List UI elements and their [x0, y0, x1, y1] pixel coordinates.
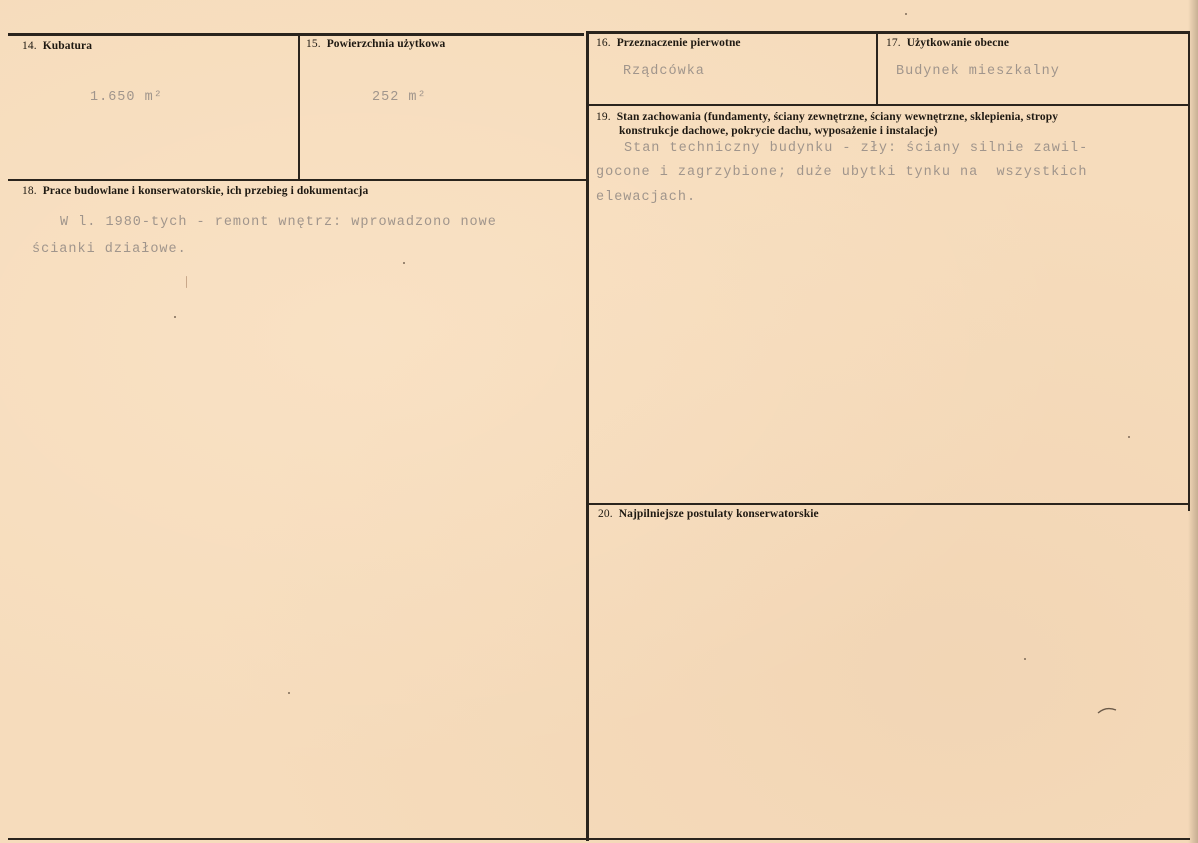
row-divider-right-top — [588, 104, 1190, 106]
field-17-number: 17. — [886, 37, 901, 49]
row-divider-left — [8, 179, 586, 181]
paper-speck — [174, 316, 176, 318]
field-19-line-1: Stan techniczny budynku - zły: ściany silnie zawil- — [624, 141, 1089, 156]
field-20-label — [598, 508, 819, 520]
top-border-left — [8, 33, 584, 36]
field-17-title: Użytkowanie obecne — [906, 37, 1010, 49]
field-20-title: Najpilniejsze postulaty konserwatorskie — [618, 508, 819, 520]
field-17-value: Budynek mieszkalny — [896, 64, 1060, 79]
field-18-line-1: W l. 1980-tych - remont wnętrz: wprowadzono nowe — [60, 215, 497, 230]
field-18-label — [22, 185, 368, 197]
paper-speck — [186, 276, 187, 288]
field-19-label-line-1 — [596, 111, 1058, 123]
field-15-title: Powierzchnia użytkowa — [326, 38, 446, 50]
field-16-number: 16. — [596, 37, 611, 49]
field-16-value: Rządcówka — [623, 64, 705, 79]
paper-speck — [905, 13, 907, 15]
bottom-border — [8, 838, 1190, 840]
field-17-label — [886, 37, 1009, 49]
field-19-line-2: gocone i zagrzybione; duże ubytki tynku na wszystkich — [596, 165, 1088, 180]
field-14-title: Kubatura — [42, 40, 93, 52]
field-18-title: Prace budowlane i konserwatorskie, ich przebieg i dokumentacja — [42, 185, 369, 197]
paper-speck — [1024, 658, 1026, 660]
field-15-value: 252 m² — [372, 90, 427, 105]
row-divider-right-mid — [588, 503, 1190, 505]
paper-speck — [403, 262, 405, 264]
field-15-number: 15. — [306, 38, 321, 50]
field-19-label-line-2: konstrukcje dachowe, pokrycie dachu, wyposażenie i instalacje) — [619, 125, 938, 137]
field-14-label — [22, 40, 92, 52]
field-20-number: 20. — [598, 508, 613, 520]
field-14-value: 1.650 m² — [90, 90, 163, 105]
field-19-line-3: elewacjach. — [596, 190, 697, 205]
page-edge-shadow — [1188, 0, 1198, 843]
paper-mark — [1096, 704, 1120, 716]
field-18-line-2: ścianki działowe. — [32, 242, 187, 257]
center-divider — [586, 33, 589, 841]
field-16-title: Przeznaczenie pierwotne — [616, 37, 741, 49]
field-19-title: Stan zachowania (fundamenty, ściany zewnętrzne, ściany wewnętrzne, sklepienia, stropy — [616, 111, 1059, 123]
paper-speck — [1128, 436, 1130, 438]
divider-16-17 — [876, 33, 878, 105]
field-16-label — [596, 37, 741, 49]
top-border-right — [586, 31, 1190, 34]
divider-14-15 — [298, 36, 300, 179]
paper-speck — [288, 692, 290, 694]
field-14-number: 14. — [22, 40, 37, 52]
field-18-number: 18. — [22, 185, 37, 197]
field-15-label — [306, 38, 445, 50]
field-19-number: 19. — [596, 111, 611, 123]
